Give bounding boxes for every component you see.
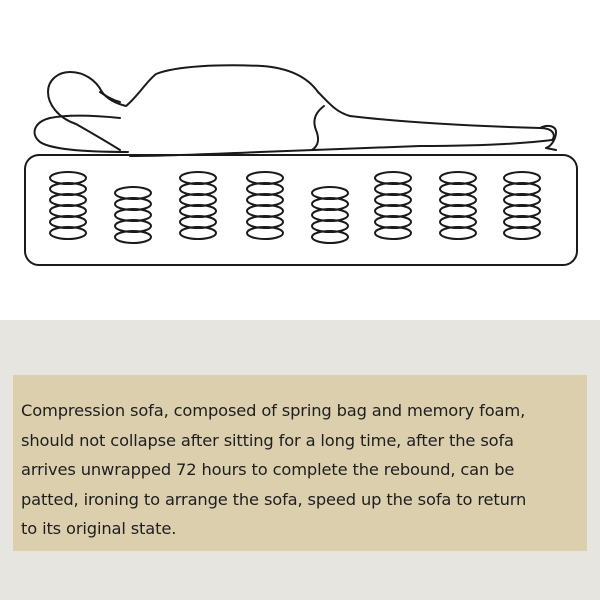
- spring-coil: [115, 187, 151, 243]
- spring-coil: [50, 172, 86, 239]
- spring-coil: [440, 172, 476, 239]
- caption-line-5: to its original state.: [21, 519, 177, 538]
- spring-coil: [312, 187, 348, 243]
- mattress-outline: [25, 155, 577, 265]
- caption-text: [21, 396, 587, 544]
- spring-coil: [247, 172, 283, 239]
- caption-line-4: patted, ironing to arrange the sofa, speed up the sofa to return: [21, 489, 527, 509]
- person-outline: [48, 65, 554, 156]
- caption-line-2: should not collapse after sitting for a long time, after the sofa: [21, 430, 514, 450]
- spring-coil: [375, 172, 411, 239]
- spring-coil: [180, 172, 216, 239]
- spring-coils: [50, 172, 540, 243]
- hip-crease: [312, 106, 324, 150]
- caption-line-1: Compression sofa, composed of spring bag and memory foam,: [21, 401, 526, 420]
- spring-coil: [504, 172, 540, 239]
- caption-box: [13, 375, 587, 551]
- caption-line-3: arrives unwrapped 72 hours to complete the rebound, can be: [21, 460, 515, 479]
